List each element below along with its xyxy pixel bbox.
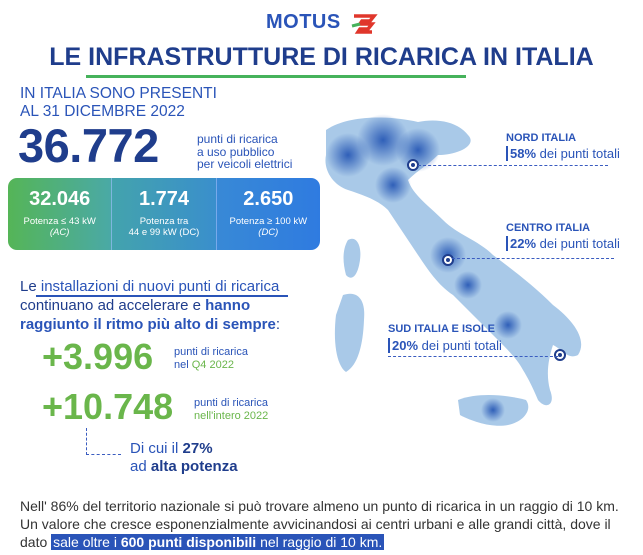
sub-text-4: alta potenza bbox=[150, 458, 238, 475]
total-desc-line-2: a uso pubblico bbox=[197, 144, 275, 159]
coverage-paragraph bbox=[20, 497, 640, 551]
intro-line-1: IN ITALIA SONO PRESENTI bbox=[20, 85, 217, 102]
centro-suffix: dei punti totali bbox=[536, 236, 620, 251]
card-dc-high-value: 2.650 bbox=[243, 188, 294, 210]
sud-leader-line bbox=[388, 356, 558, 357]
year-label-2: nell'intero 2022 bbox=[194, 410, 269, 422]
page-title: LE INFRASTRUTTURE DI RICARICA IN ITALIA bbox=[49, 43, 594, 71]
centro-value bbox=[506, 236, 620, 251]
coverage-text-2: sale oltre i bbox=[53, 534, 121, 550]
centro-label: CENTRO ITALIA bbox=[506, 222, 591, 234]
growth-text-3: continuano ad accelerare e bbox=[20, 297, 206, 314]
growth-text-6: : bbox=[275, 316, 281, 333]
nord-pct: 58% bbox=[510, 146, 537, 161]
year-value: +10.748 bbox=[42, 386, 174, 427]
coverage-text-4: nel raggio di 10 km. bbox=[256, 534, 383, 550]
q4-label-1: punti di ricarica bbox=[174, 346, 248, 358]
coverage-text-1: Nell' 86% del territorio nazionale si può trovare almeno un punto di ricarica in un raggio di 10 km. Un valore che cresce esponenzialmente avvicinandosi ai centri urbani e alle grandi città, dove il dato bbox=[20, 498, 619, 550]
card-ac-label-2: (AC) bbox=[49, 227, 70, 238]
sub-text-3: ad bbox=[130, 458, 151, 475]
sardinia-shape bbox=[335, 294, 364, 372]
q4-label bbox=[174, 346, 248, 372]
logo-text: MOTUS bbox=[266, 11, 341, 33]
sub-text-2: 27% bbox=[182, 440, 213, 457]
card-dc-mid-label bbox=[112, 216, 215, 238]
nord-leader-line bbox=[418, 165, 608, 166]
coverage-text-3: 600 punti disponibili bbox=[120, 534, 257, 550]
nord-label: NORD ITALIA bbox=[506, 132, 577, 144]
card-dc-high-label-2: (DC) bbox=[258, 227, 279, 238]
q4-label-2b: Q4 2022 bbox=[191, 359, 234, 371]
year-label-1: punti di ricarica bbox=[194, 397, 268, 409]
title-underline bbox=[86, 75, 466, 78]
growth-text-4: hanno bbox=[205, 297, 251, 314]
card-ac bbox=[8, 178, 111, 250]
sud-pct: 20% bbox=[392, 338, 419, 353]
card-dc-high-label bbox=[217, 216, 320, 238]
growth-text-2: installazioni di nuovi punti di ricarica bbox=[40, 278, 280, 295]
card-ac-label bbox=[8, 216, 111, 238]
q4-label-2a: nel bbox=[174, 359, 192, 371]
card-ac-label-1: Potenza ≤ 43 kW bbox=[23, 216, 96, 227]
connector-dash bbox=[86, 428, 121, 455]
corsica-shape bbox=[344, 239, 361, 278]
intro-line-2: AL 31 DICEMBRE 2022 bbox=[20, 103, 185, 120]
growth-text-1: Le bbox=[20, 278, 41, 295]
q4-label-2 bbox=[174, 359, 248, 372]
year-label bbox=[194, 397, 268, 423]
card-dc-mid-label-1: Potenza tra bbox=[139, 216, 189, 227]
coverage-highlight bbox=[51, 534, 384, 550]
sub-text-1: Di cui il bbox=[130, 440, 183, 457]
card-dc-mid bbox=[111, 178, 215, 250]
card-dc-mid-value: 1.774 bbox=[138, 188, 190, 210]
nord-suffix: dei punti totali bbox=[536, 146, 620, 161]
card-dc-mid-label-2: 44 e 99 kW (DC) bbox=[128, 227, 200, 238]
centro-leader-line bbox=[452, 258, 614, 259]
power-cards bbox=[8, 178, 320, 250]
total-desc-line-1: punti di ricarica bbox=[197, 132, 278, 146]
high-power-share bbox=[130, 440, 238, 476]
nord-value bbox=[506, 146, 620, 161]
growth-underline bbox=[36, 295, 288, 297]
q4-value: +3.996 bbox=[42, 336, 154, 377]
total-count: 36.772 bbox=[18, 119, 159, 172]
total-description bbox=[197, 133, 292, 171]
card-dc-high-label-1: Potenza ≥ 100 kW bbox=[229, 216, 308, 227]
logo-mark-icon bbox=[350, 12, 378, 36]
growth-text-5: raggiunto il ritmo più alto di sempre bbox=[20, 316, 276, 333]
total-desc-line-3: per veicoli elettrici bbox=[197, 157, 293, 171]
intro-text bbox=[20, 85, 217, 121]
card-ac-value: 32.046 bbox=[29, 188, 91, 210]
card-dc-high bbox=[216, 178, 320, 250]
sud-label: SUD ITALIA E ISOLE bbox=[388, 323, 495, 335]
growth-paragraph bbox=[20, 277, 320, 334]
sud-suffix: dei punti totali bbox=[418, 338, 502, 353]
sud-value bbox=[388, 338, 502, 353]
centro-pct: 22% bbox=[510, 236, 537, 251]
